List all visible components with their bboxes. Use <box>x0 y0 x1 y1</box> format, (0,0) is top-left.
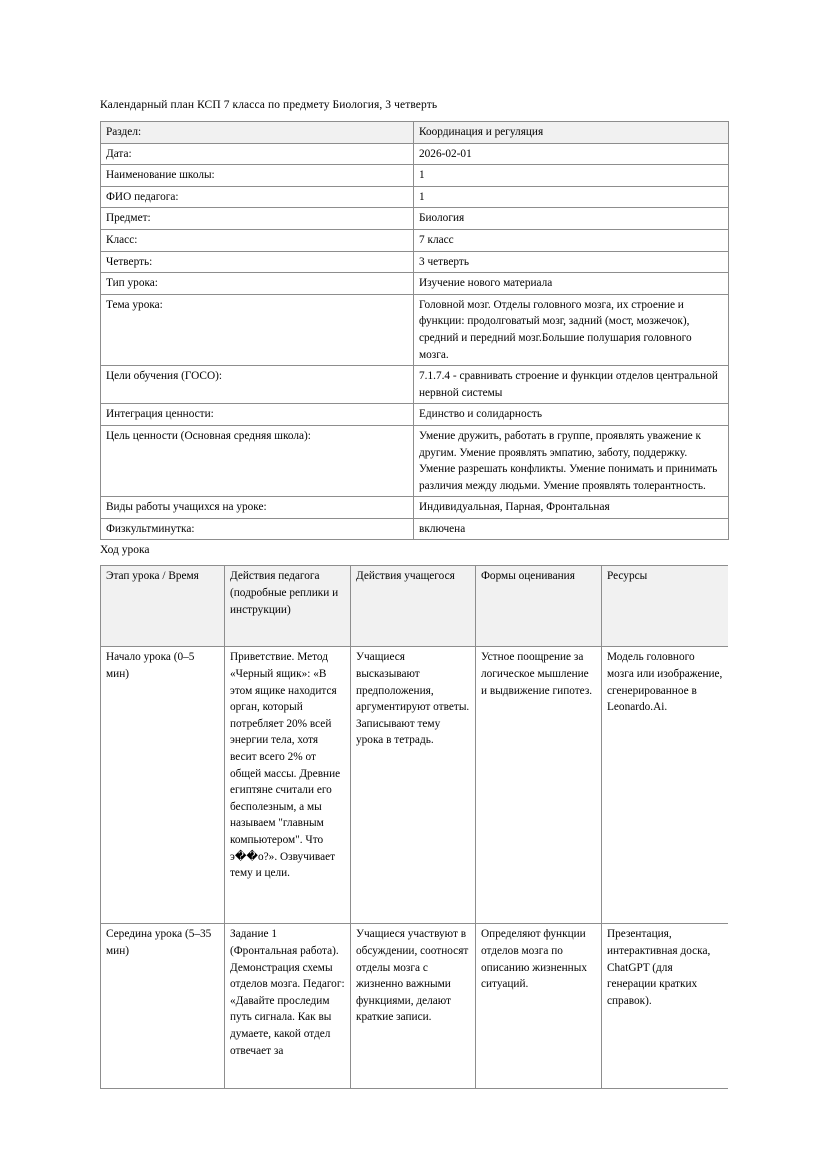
column-header: Ресурсы <box>602 566 729 647</box>
info-row-label: Цель ценности (Основная средняя школа): <box>101 425 414 496</box>
lesson-flow-heading: Ход урока <box>100 544 150 557</box>
info-row-value: Головной мозг. Отделы головного мозга, их строение и функции: продолговатый мозг, задний (мост, мозжечок), средний и передний мозг.Большие полушария головного мозга. <box>414 294 729 365</box>
info-row-value: 3 четверть <box>414 251 729 273</box>
resources-cell: Презентация, интерактивная доска, ChatGPT (для генерации кратких справок). <box>602 924 729 1089</box>
info-row-label: Виды работы учащихся на уроке: <box>101 497 414 519</box>
info-row-value: Единство и солидарность <box>414 404 729 426</box>
table-row <box>101 208 729 230</box>
table-row <box>101 294 729 365</box>
table-row <box>101 122 729 144</box>
column-header: Этап урока / Время <box>101 566 225 647</box>
column-header: Формы оценивания <box>476 566 602 647</box>
table-header-row <box>101 566 729 647</box>
info-row-label: Четверть: <box>101 251 414 273</box>
info-row-label: Класс: <box>101 229 414 251</box>
table-row <box>101 647 729 924</box>
info-row-value: 2026-02-01 <box>414 143 729 165</box>
info-row-value: 7 класс <box>414 229 729 251</box>
table-row <box>101 273 729 295</box>
info-row-label: Наименование школы: <box>101 165 414 187</box>
document-content <box>100 98 728 1089</box>
teacher-actions-cell: Приветствие. Метод «Черный ящик»: «В этом ящике находится орган, который потребляет 20% всей энергии тела, хотя весит всего 2% от общей массы. Древние египтяне считали его бесполезным, а мы называем "главным компьютером". Что э��о?». Озвучивает тему и цели. <box>225 647 351 924</box>
stage-cell: Начало урока (0–5 мин) <box>101 647 225 924</box>
lesson-flow-header-row <box>101 566 729 647</box>
lesson-flow-clip <box>100 565 728 1089</box>
info-row-value: 1 <box>414 165 729 187</box>
resources-cell: Модель головного мозга или изображение, сгенерированное в Leonardo.Ai. <box>602 647 729 924</box>
lesson-info-table <box>100 121 729 540</box>
info-row-value: Изучение нового материала <box>414 273 729 295</box>
assessment-forms-cell: Определяют функции отделов мозга по описанию жизненных ситуаций. <box>476 924 602 1089</box>
info-row-value: Координация и регуляция <box>414 122 729 144</box>
stage-cell: Середина урока (5–35 мин) <box>101 924 225 1089</box>
info-row-value: Биология <box>414 208 729 230</box>
column-header: Действия педагога (подробные реплики и инструкции) <box>225 566 351 647</box>
table-row <box>101 229 729 251</box>
assessment-forms-cell: Устное поощрение за логическое мышление и выдвижение гипотез. <box>476 647 602 924</box>
info-row-label: Физкультминутка: <box>101 518 414 540</box>
table-row <box>101 165 729 187</box>
info-row-label: Дата: <box>101 143 414 165</box>
table-row <box>101 924 729 1089</box>
info-row-value: 7.1.7.4 - сравнивать строение и функции отделов центральной нервной системы <box>414 366 729 404</box>
column-header: Действия учащегося <box>351 566 476 647</box>
lesson-flow-table <box>100 565 728 1089</box>
info-row-value: 1 <box>414 186 729 208</box>
info-row-label: Тема урока: <box>101 294 414 365</box>
info-row-label: Цели обучения (ГОСО): <box>101 366 414 404</box>
teacher-actions-cell: Задание 1 (Фронтальная работа). Демонстрация схемы отделов мозга. Педагог: «Давайте проследим путь сигнала. Как вы думаете, какой отдел отвечает за <box>225 924 351 1089</box>
table-row <box>101 143 729 165</box>
table-row <box>101 497 729 519</box>
table-row <box>101 404 729 426</box>
page-title: Календарный план КСП 7 класса по предмету Биология, 3 четверть <box>100 99 438 111</box>
student-actions-cell: Учащиеся высказывают предположения, аргументируют ответы. Записывают тему урока в тетрадь. <box>351 647 476 924</box>
info-row-value: Индивидуальная, Парная, Фронтальная <box>414 497 729 519</box>
table-row <box>101 366 729 404</box>
table-row <box>101 518 729 540</box>
table-row <box>101 425 729 496</box>
info-row-value: Умение дружить, работать в группе, проявлять уважение к другим. Умение проявлять эмпатию, заботу, поддержку. Умение разрешать конфликты. Умение понимать и принимать различия между людьми. Умение проявлять толерантность. <box>414 425 729 496</box>
lesson-flow-body <box>101 647 729 1089</box>
info-row-label: ФИО педагога: <box>101 186 414 208</box>
info-row-label: Раздел: <box>101 122 414 144</box>
info-row-label: Предмет: <box>101 208 414 230</box>
info-row-value: включена <box>414 518 729 540</box>
student-actions-cell: Учащиеся участвуют в обсуждении, соотносят отделы мозга с жизненно важными функциями, делают краткие записи. <box>351 924 476 1089</box>
info-row-label: Тип урока: <box>101 273 414 295</box>
info-row-label: Интеграция ценности: <box>101 404 414 426</box>
table-row <box>101 186 729 208</box>
table-row <box>101 251 729 273</box>
lesson-info-body <box>101 122 729 540</box>
